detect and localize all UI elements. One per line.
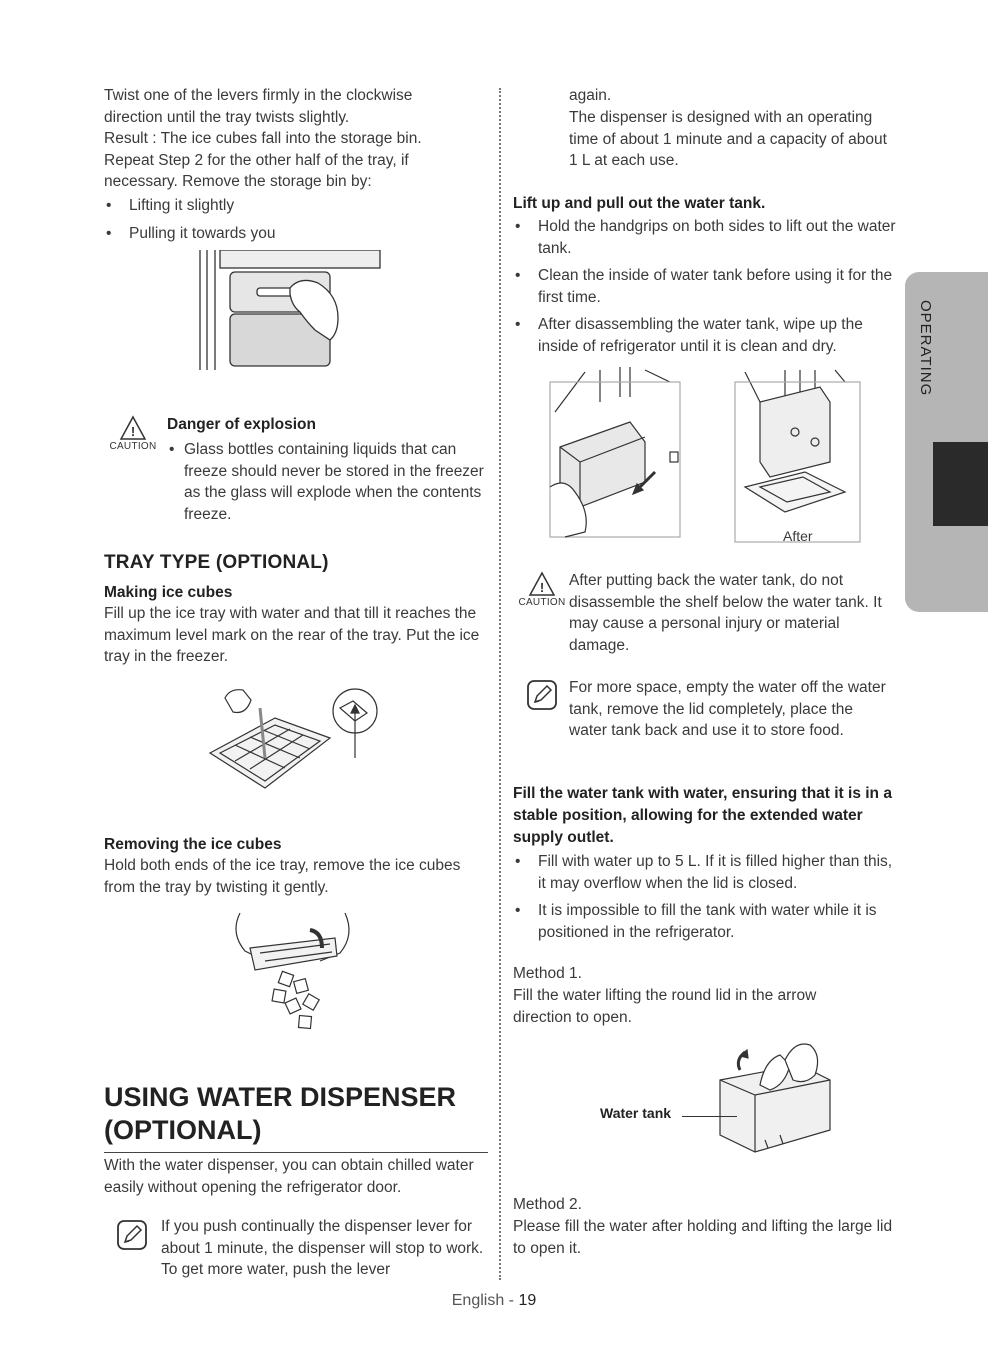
caution-title: Danger of explosion — [167, 416, 316, 433]
tank-leader-line — [682, 1116, 737, 1117]
intro-line: Result : The ice cubes fall into the storage bin. — [104, 130, 422, 148]
caution-text: • Glass bottles containing liquids that can freeze should never be stored in the freezer as the glass will explode when the contents freeze. — [167, 439, 492, 525]
making-text: Fill up the ice tray with water and that till it reaches the maximum level mark on the rear of the tray. Put the ice tray in the freezer. — [104, 605, 480, 666]
ice-tray-illustration — [205, 683, 385, 798]
caution-list — [167, 439, 492, 525]
note-icon — [526, 679, 558, 711]
tank-callout — [600, 1105, 671, 1121]
bullet-item: • Hold the handgrips on both sides to lift out the water tank. — [513, 216, 901, 259]
caution-label: CAUTION — [109, 441, 157, 452]
intro-paragraph — [104, 85, 494, 193]
note-text: If you push continually the dispenser lever for about 1 minute, the dispenser will stop to work. To get more water, push the lever — [161, 1218, 484, 1279]
caution-text: After putting back the water tank, do not disassemble the shelf below the water tank. It may cause a personal injury or material damage. — [569, 572, 882, 654]
section-tab-label: OPERATING — [917, 300, 934, 397]
intro-line: necessary. Remove the storage bin by: — [104, 173, 372, 191]
removing-text: Hold both ends of the ice tray, remove the ice cubes from the tray by twisting it gently. — [104, 857, 461, 896]
after-label: After — [783, 528, 813, 544]
storage-bin-illustration — [195, 250, 385, 375]
column-divider — [499, 88, 501, 1280]
tray-type-section — [104, 551, 494, 668]
page-title: (OPTIONAL) — [104, 1115, 262, 1145]
subsection-title: Lift up and pull out the water tank. — [513, 195, 766, 212]
caution-label: CAUTION — [518, 597, 566, 608]
caution-badge — [108, 415, 158, 452]
water-tank-illustration — [680, 1040, 840, 1160]
method-text: Fill the water lifting the round lid in the arrow direction to open. — [513, 987, 817, 1026]
dispenser-text: With the water dispenser, you can obtain chilled water easily without opening the refrigerator door. — [104, 1157, 474, 1196]
removing-section — [104, 834, 494, 898]
page-number: 19 — [518, 1292, 537, 1309]
note-text: For more space, empty the water off the water tank, remove the lid completely, place the water tank back and use it to store food. — [569, 679, 886, 740]
page-footer — [0, 1292, 988, 1310]
storage-bin-bullets — [104, 195, 494, 250]
lift-bullets — [513, 216, 901, 364]
bullet-item: • Clean the inside of water tank before using it for the first time. — [513, 265, 901, 308]
tank-label: Water tank — [600, 1105, 672, 1121]
tank-removal-illustration — [545, 362, 865, 547]
page-title: USING WATER DISPENSER — [104, 1082, 457, 1112]
bullet-item: • After disassembling the water tank, wipe up the inside of refrigerator until it is clean and dry. — [513, 314, 901, 357]
method-title: Method 2. — [513, 1196, 582, 1213]
intro-line: Twist one of the levers firmly in the clockwise — [104, 87, 413, 104]
intro-line: Repeat Step 2 for the other half of the tray, if — [104, 151, 409, 169]
subsection-title: Fill the water tank with water, ensuring that it is in a stable position, allowing for the extended water supply outlet. — [513, 785, 892, 846]
bullet-item: • Fill with water up to 5 L. If it is filled higher than this, it may overflow when the lid is closed. — [513, 851, 903, 894]
svg-text:!: ! — [539, 580, 545, 595]
warning-triangle-icon — [119, 415, 147, 441]
twisting-tray-illustration — [225, 908, 360, 1033]
method-text: Please fill the water after holding and lifting the large lid to open it. — [513, 1218, 893, 1257]
section-tab-marker — [933, 442, 988, 526]
footer-language: English - — [451, 1292, 519, 1309]
method-title: Method 1. — [513, 965, 582, 982]
caution-explosion — [167, 414, 492, 531]
caution-badge — [518, 571, 566, 608]
note-icon — [116, 1219, 148, 1251]
bullet-item: • Pulling it towards you — [104, 223, 494, 245]
warning-triangle-icon — [528, 571, 556, 597]
continued-text: again. — [569, 87, 612, 104]
dispenser-heading — [104, 1081, 488, 1153]
bullet-item: • It is impossible to fill the tank with water while it is positioned in the refrigerator. — [513, 900, 903, 943]
bullet-item: • Lifting it slightly — [104, 195, 494, 217]
section-title: TRAY TYPE (OPTIONAL) — [104, 552, 329, 573]
intro-line: direction until the tray twists slightly. — [104, 108, 350, 126]
design-text: The dispenser is designed with an operating time of about 1 minute and a capacity of about 1 L at each use. — [569, 109, 887, 170]
svg-text:!: ! — [130, 424, 136, 439]
subsection-title: Making ice cubes — [104, 584, 233, 601]
subsection-title: Removing the ice cubes — [104, 836, 282, 853]
fill-bullets — [513, 851, 903, 949]
